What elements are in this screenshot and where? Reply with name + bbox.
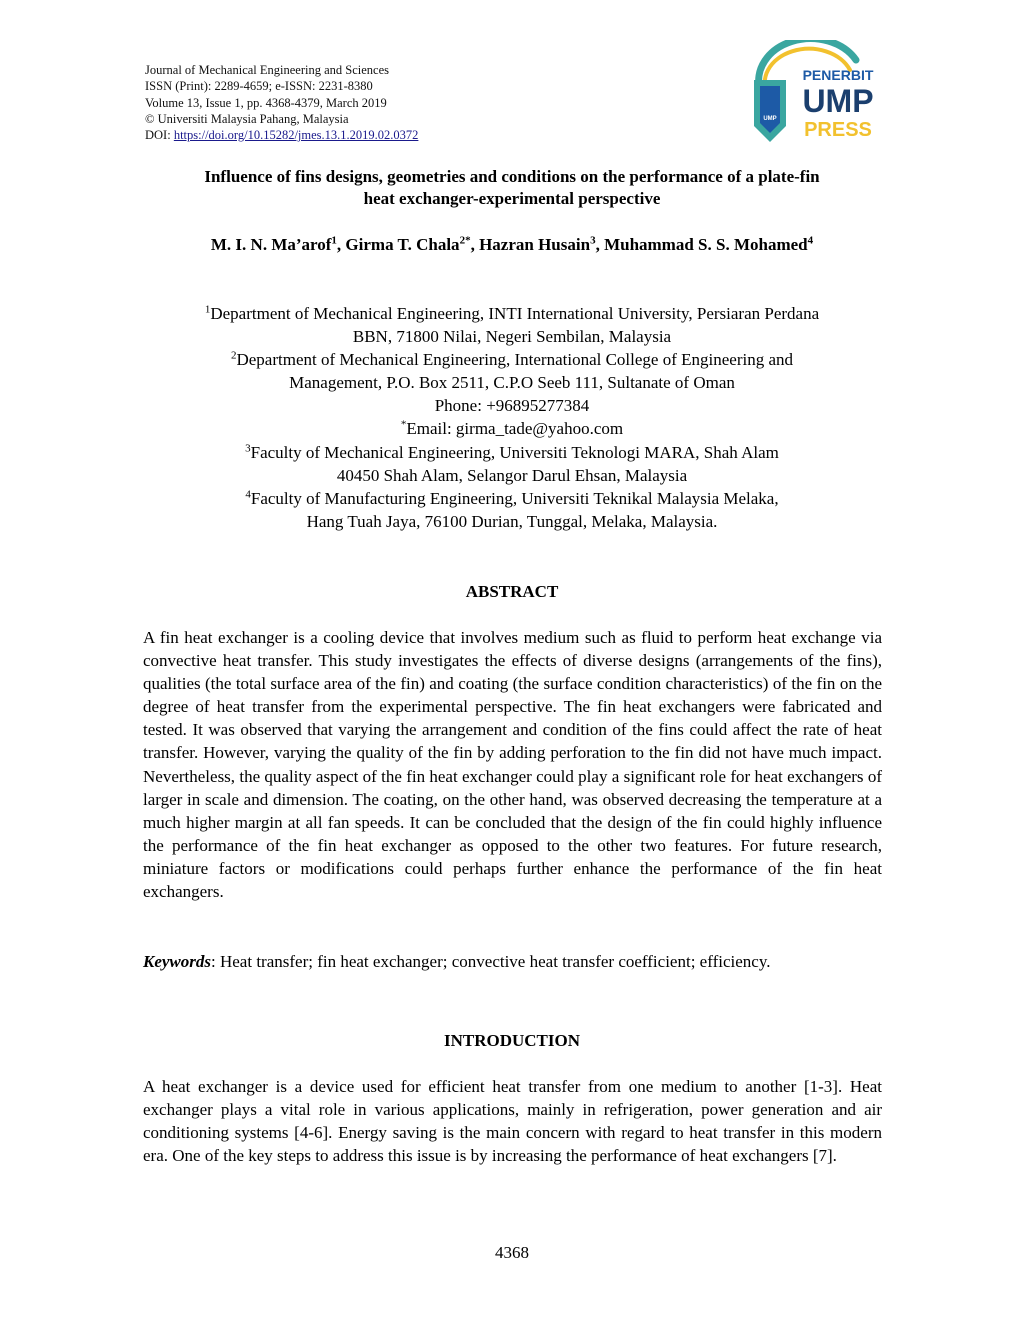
- logo-ump-text: UMP: [802, 83, 874, 119]
- affiliation-marker: 2: [230, 349, 237, 362]
- author-list: [180, 233, 844, 256]
- affiliation-text: Email: girma_tade@yahoo.com: [406, 419, 624, 439]
- author-name: Hazran Husain: [479, 235, 591, 254]
- journal-doi: [145, 127, 418, 143]
- author-separator: ,: [595, 235, 605, 254]
- author-affiliation-marker: 1: [331, 234, 337, 247]
- affiliation-line: [130, 510, 894, 533]
- keywords-list: Heat transfer; fin heat exchanger; convective heat transfer coefficient; efficiency.: [215, 952, 771, 971]
- abstract-heading: ABSTRACT: [465, 582, 559, 601]
- affiliation-line: [130, 325, 894, 348]
- title-line: Influence of fins designs, geometries and conditions on the performance of a plate-fin: [204, 167, 820, 186]
- journal-volume: Volume 13, Issue 1, pp. 4368-4379, March 2019: [145, 95, 387, 110]
- author-affiliation-marker: 2*: [459, 234, 471, 247]
- affiliation-line: [130, 464, 894, 487]
- affiliation-list: [130, 302, 894, 533]
- doi-label: DOI:: [145, 128, 171, 143]
- paper-title: [120, 166, 904, 210]
- author-affiliation-marker: 3: [590, 234, 596, 247]
- affiliation-text: Faculty of Manufacturing Engineering, Universiti Teknikal Malaysia Melaka,: [250, 488, 779, 508]
- author-separator: ,: [336, 235, 346, 254]
- penerbit-ump-press-logo: [738, 40, 888, 150]
- affiliation-text: Hang Tuah Jaya, 76100 Durian, Tunggal, Melaka, Malaysia.: [306, 511, 718, 531]
- affiliation-line: [130, 487, 894, 510]
- affiliation-line: [130, 394, 894, 417]
- affiliation-marker: 3: [245, 441, 251, 454]
- journal-issn: ISSN (Print): 2289-4659; e-ISSN: 2231-8380: [145, 79, 373, 94]
- affiliation-text: Management, P.O. Box 2511, C.P.O Seeb 111, Sultanate of Oman: [289, 373, 735, 393]
- keywords-label: Keywords: [143, 952, 211, 971]
- author-name: Girma T. Chala: [345, 235, 460, 254]
- introduction-text: A heat exchanger is a device used for efficient heat transfer from one medium to another [1-3]. Heat exchanger plays a vital role in various applications, mainly in refrigeration, power generation and air conditioning systems [4-6]. Energy saving is the main concern with regard to heat transfer in this modern era. One of the key steps to address this issue is by increasing the performance of heat exchangers [7].: [143, 1077, 882, 1166]
- affiliation-marker: *: [400, 418, 407, 431]
- affiliation-line: [130, 371, 894, 394]
- logo-press-text: PRESS: [804, 119, 872, 141]
- author-name: M. I. N. Ma’arof: [210, 235, 332, 254]
- keywords: [143, 950, 882, 973]
- affiliation-text: Department of Mechanical Engineering, International College of Engineering and: [236, 350, 794, 370]
- affiliation-text: Faculty of Mechanical Engineering, Universiti Teknologi MARA, Shah Alam: [250, 442, 779, 462]
- author-name: Muhammad S. S. Mohamed: [604, 235, 808, 254]
- logo-small-text: UMP: [763, 116, 777, 122]
- journal-name: Journal of Mechanical Engineering and Sciences: [145, 63, 390, 77]
- doi-link[interactable]: https://doi.org/10.15282/jmes.13.1.2019.02.0372: [173, 128, 419, 143]
- affiliation-line: [130, 348, 894, 371]
- author-affiliation-marker: 4: [807, 234, 814, 247]
- author-separator: ,: [470, 235, 480, 254]
- logo-pen-inner: [760, 86, 780, 133]
- affiliation-line: [130, 302, 894, 325]
- logo-penerbit-text: PENERBIT: [802, 67, 874, 83]
- abstract-text: A fin heat exchanger is a cooling device that involves medium such as fluid to perform heat exchange via convective heat transfer. This study investigates the effects of diverse designs (arrangements of the fins), qualities (the total surface area of the fin) and coating (the surface condition characteristics) of the fin on the degree of heat transfer from the experimental perspective. The fin heat exchangers were fabricated and tested. It was observed that varying the arrangement and condition of the fins could affect the rate of heat transfer. However, varying the quality of the fin by adding perforation to the fin did not have much impact. Nevertheless, the quality aspect of the fin heat exchanger could play a significant role for heat exchangers of larger in scale and dimension. The coating, on the other hand, was observed decreasing the temperature at a much higher margin at all fan speeds. It can be concluded that the design of the fin could highly influence the performance of the fin heat exchanger as opposed to the other two features. For future research, miniature factors or modifications could perhaps further enhance the performance of the fin heat exchangers.: [143, 628, 882, 902]
- affiliation-text: Department of Mechanical Engineering, INTI International University, Persiaran Perdana: [210, 304, 820, 323]
- affiliation-text: Phone: +96895277384: [434, 396, 590, 416]
- affiliation-line: [130, 441, 894, 464]
- affiliation-line: [130, 417, 894, 440]
- introduction-heading: INTRODUCTION: [443, 1031, 581, 1050]
- title-line: heat exchanger-experimental perspective: [363, 189, 661, 208]
- journal-header: [145, 62, 418, 143]
- affiliation-marker: 1: [204, 303, 211, 316]
- affiliation-text: BBN, 71800 Nilai, Negeri Sembilan, Malaysia: [352, 327, 672, 347]
- keywords-colon: :: [211, 952, 216, 971]
- page-number: 4368: [495, 1243, 529, 1262]
- affiliation-marker: 4: [245, 488, 251, 501]
- journal-copyright: © Universiti Malaysia Pahang, Malaysia: [145, 111, 349, 126]
- affiliation-text: 40450 Shah Alam, Selangor Darul Ehsan, Malaysia: [336, 465, 688, 485]
